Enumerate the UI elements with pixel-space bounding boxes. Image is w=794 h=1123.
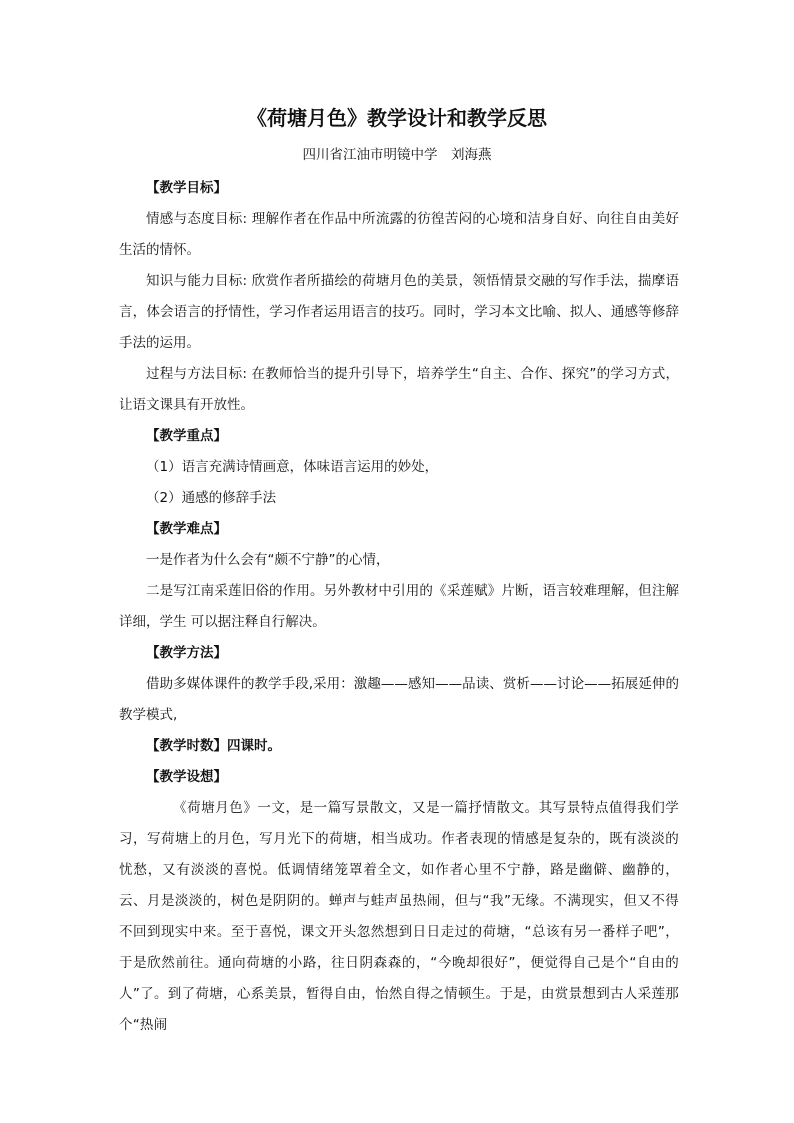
goal-process: 过程与方法目标: 在教师恰当的提升引导下，培养学生“自主、合作、探究”的学习方式，让语文课具有开放性。 [119,366,679,413]
assumption-block [119,793,679,1041]
section-heading-key-points: 【教学重点】 [146,428,227,444]
section-heading-hours: 【教学时数】四课时。 [146,738,281,754]
author-line: 四川省江油市明镜中学 刘海燕 [302,147,492,163]
key-point-item: （2）通感的修辞手法 [146,490,277,506]
goal-emotion: 情感与态度目标: 理解作者在作品中所流露的彷徨苦闷的心境和洁身自好、向往自由美好生活的情怀。 [119,211,679,258]
difficulty-first: 一是作者为什么会有“颇不宁静”的心情， [146,552,390,568]
difficulty-second: 二是写江南采莲旧俗的作用。另外教材中引用的《采莲赋》片断，语言较难理解，但注解详细，学生 可以据注释自行解决。 [119,583,679,630]
page-title: 《荷塘月色》教学设计和教学反思 [247,106,547,130]
method-text: 借助多媒体课件的教学手段,采用：激趣——感知——品读、赏析——讨论——拓展延伸的教学模式, [119,676,679,723]
section-heading-goals: 【教学目标】 [146,180,227,196]
section-heading-assumption: 【教学设想】 [146,769,227,785]
assumption-text: 《荷塘月色》一文，是一篇写景散文，又是一篇抒情散文。其写景特点值得我们学习，写荷塘上的月色，写月光下的荷塘，相当成功。作者表现的情感是复杂的，既有淡淡的忧愁，又有淡淡的喜悦。低调情绪笼罩着全文，如作者心里不宁静，路是幽僻、幽静的，云、月是淡淡的，树色是阴阴的。蝉声与蛙声虽热闹，但与“我”无缘。不满现实，但又不得不回到现实中来。至于喜悦，课文开头忽然想到日日走过的荷塘，“总该有另一番样子吧”，于是欣然前往。通向荷塘的小路，往日阴森森的，“今晚却很好”，便觉得自己是个“自由的人”了。到了荷塘，心系美景，暂得自由，怡然自得之情顿生。于是，由赏景想到古人采莲那个“热闹 [119,800,679,1033]
goal-knowledge: 知识与能力目标: 欣赏作者所描绘的荷塘月色的美景，领悟情景交融的写作手法，揣摩语言，体会语言的抒情性，学习作者运用语言的技巧。同时，学习本文比喻、拟人、通感等修辞手法的运用。 [119,273,679,351]
document-body [119,173,679,1041]
key-point-item: （1）语言充满诗情画意，体味语言运用的妙处， [146,459,439,475]
section-heading-method: 【教学方法】 [146,645,227,661]
section-heading-difficulties: 【教学难点】 [146,521,227,537]
